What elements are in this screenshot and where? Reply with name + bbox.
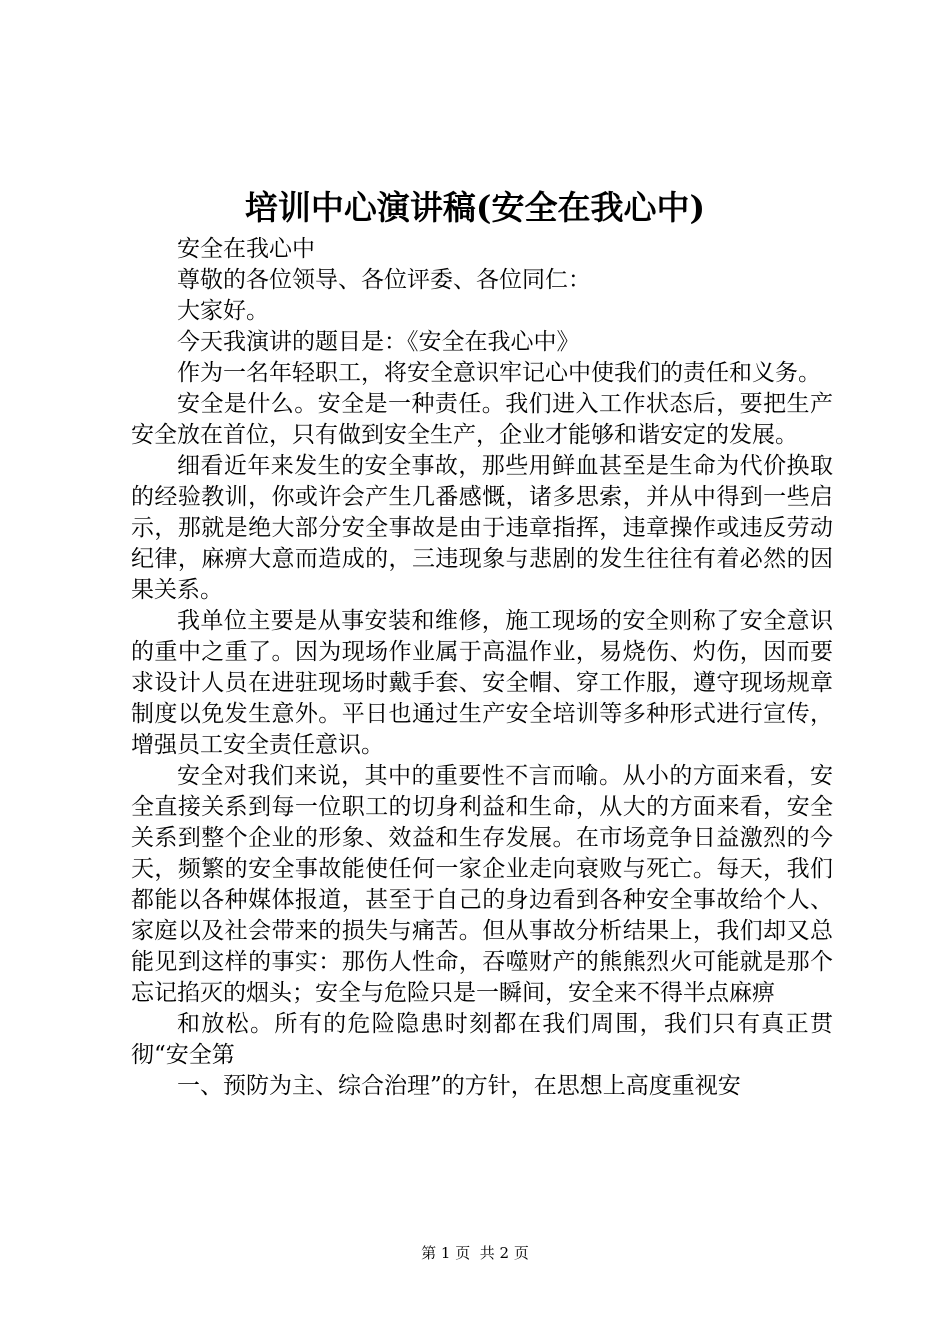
document-title: 培训中心演讲稿(安全在我心中) — [244, 188, 706, 227]
paragraph: 大家好。 — [177, 298, 269, 324]
paragraph: 我单位主要是从事安装和维修，施工现场的安全则称了安全意识的重中之重了。因为现场作业属于高温作业，易烧伤、灼伤，因而要求设计人员在进驻现场时戴手套、安全帽、穿工作服，遵守现场规章制度以免发生意外。平日也通过生产安全培训等多种形式进行宣传，增强员工安全责任意识。 — [131, 608, 833, 758]
paragraph: 今天我演讲的题目是：《安全在我心中》 — [177, 329, 580, 355]
page-footer — [0, 1243, 950, 1263]
page-number-label: 第 1 页 共 2 页 — [421, 1244, 529, 1262]
document-body — [131, 234, 833, 1102]
paragraph: 一、预防为主、综合治理”的方针，在思想上高度重视安 — [177, 1073, 741, 1099]
paragraph: 尊敬的各位领导、各位评委、各位同仁： — [177, 267, 591, 293]
paragraph: 和放松。所有的危险隐患时刻都在我们周围，我们只有真正贯彻“安全第 — [131, 1011, 833, 1068]
paragraph: 安全是什么。安全是一种责任。我们进入工作状态后，要把生产安全放在首位，只有做到安全生产，企业才能够和谐安定的发展。 — [131, 391, 833, 448]
paragraph: 细看近年来发生的安全事故，那些用鲜血甚至是生命为代价换取的经验教训，你或许会产生几番感慨，诸多思索，并从中得到一些启示，那就是绝大部分安全事故是由于违章指挥，违章操作或违反劳动纪律，麻痹大意而造成的，三违现象与悲剧的发生往往有着必然的因果关系。 — [131, 453, 833, 603]
paragraph: 安全在我心中 — [177, 236, 315, 262]
paragraph: 作为一名年轻职工，将安全意识牢记心中使我们的责任和义务。 — [177, 360, 821, 386]
paragraph: 安全对我们来说，其中的重要性不言而喻。从小的方面来看，安全直接关系到每一位职工的切身利益和生命，从大的方面来看，安全关系到整个企业的形象、效益和生存发展。在市场竞争日益激烈的今天，频繁的安全事故能使任何一家企业走向衰败与死亡。每天，我们都能以各种媒体报道，甚至于自己的身边看到各种安全事故给个人、家庭以及社会带来的损失与痛苦。但从事故分析结果上，我们却又总能见到这样的事实：那伤人性命，吞噬财产的熊熊烈火可能就是那个忘记掐灭的烟头；安全与危险只是一瞬间，安全来不得半点麻痹 — [131, 763, 833, 1006]
